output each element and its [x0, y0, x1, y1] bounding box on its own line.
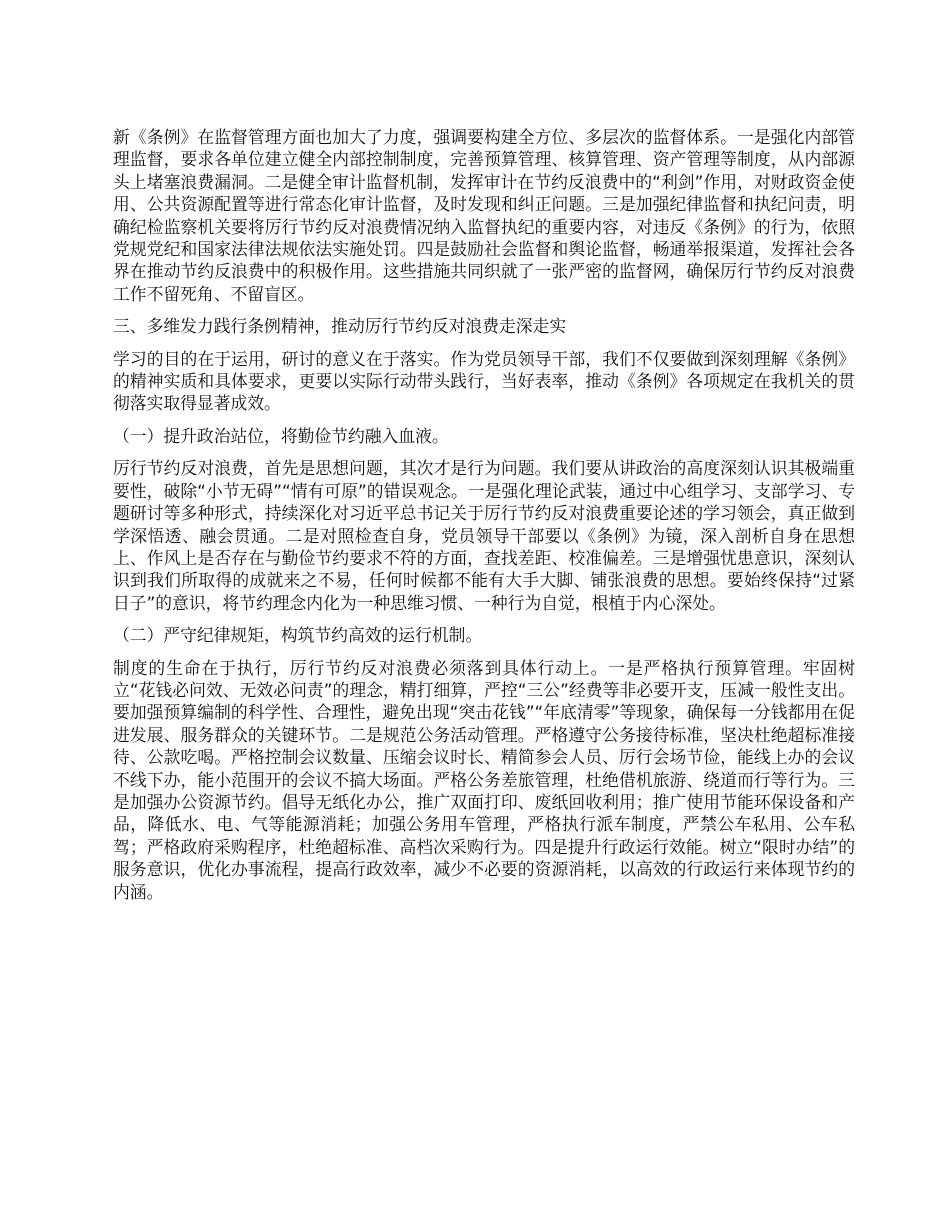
paragraph-application: 学习的目的在于运用，研讨的意义在于落实。作为党员领导干部，我们不仅要做到深刻理解《条例》的精神实质和具体要求，更要以实际行动带头践行，当好表率，推动《条例》各项规定在我机关的贯彻落实取得显著成效。	[113, 348, 855, 414]
subheading-one: （一）提升政治站位，将勤俭节约融入血液。	[113, 425, 449, 446]
document-body	[113, 126, 855, 903]
paragraph-supervision: 新《条例》在监督管理方面也加大了力度，强调要构建全方位、多层次的监督体系。一是强化内部管理监督，要求各单位建立健全内部控制制度，完善预算管理、核算管理、资产管理等制度，从内部源头上堵塞浪费漏洞。二是健全审计监督机制，发挥审计在节约反浪费中的“利剑”作用，对财政资金使用、公共资源配置等进行常态化审计监督，及时发现和纠正问题。三是加强纪律监督和执纪问责，明确纪检监察机关要将厉行节约反对浪费情况纳入监督执纪的重要内容，对违反《条例》的行为，依照党规党纪和国家法律法规依法实施处罚。四是鼓励社会监督和舆论监督，畅通举报渠道，发挥社会各界在推动节约反浪费中的积极作用。这些措施共同织就了一张严密的监督网，确保厉行节约反对浪费工作不留死角、不留盲区。	[113, 127, 855, 304]
paragraph-gap	[113, 338, 855, 348]
paragraph-political-stance: 厉行节约反对浪费，首先是思想问题，其次才是行为问题。我们要从讲政治的高度深刻认识其极端重要性，破除“小节无碍”“情有可原”的错误观念。一是强化理论武装，通过中心组学习、支部学习、专题研讨等多种形式，持续深化对习近平总书记关于厉行节约反对浪费重要论述的学习领会，真正做到学深悟透、融会贯通。二是对照检查自身，党员领导干部要以《条例》为镜，深入剖析自身在思想上、作风上是否存在与勤俭节约要求不符的方面，查找差距、校准偏差。三是增强忧患意识，深刻认识到我们所取得的成就来之不易，任何时候都不能有大手大脚、铺张浪费的思想。要始终保持“过紧日子”的意识，将节约理念内化为一种思维习惯、一种行为自觉，根植于内心深处。	[113, 458, 855, 613]
section-heading-three: 三、多维发力践行条例精神，推动厉行节约反对浪费走深走实	[113, 316, 567, 337]
subheading-two: （二）严守纪律规矩，构筑节约高效的运行机制。	[113, 625, 483, 646]
paragraph-discipline: 制度的生命在于执行，厉行节约反对浪费必须落到具体行动上。一是严格执行预算管理。牢固树立“花钱必问效、无效必问责”的理念，精打细算，严控“三公”经费等非必要开支，压减一般性支出。要加强预算编制的科学性、合理性，避免出现“突击花钱”“年底清零”等现象，确保每一分钱都用在促进发展、服务群众的关键环节。二是规范公务活动管理。严格遵守公务接待标准，坚决杜绝超标准接待、公款吃喝。严格控制会议数量、压缩会议时长、精简参会人员、厉行会场节俭，能线上办的会议不线下办，能小范围开的会议不搞大场面。严格公务差旅管理，杜绝借机旅游、绕道而行等行为。三是加强办公资源节约。倡导无纸化办公，推广双面打印、废纸回收利用；推广使用节能环保设备和产品，降低水、电、气等能源消耗；加强公务用车管理，严格执行派车制度，严禁公车私用、公车私驾；严格政府采购程序，杜绝超标准、高档次采购行为。四是提升行政运行效能。树立“限时办结”的服务意识，优化办事流程，提高行政效率，减少不必要的资源消耗，以高效的行政运行来体现节约的内涵。	[113, 657, 855, 902]
paragraph-gap	[113, 415, 855, 425]
paragraph-gap	[113, 647, 855, 657]
paragraph-gap	[113, 447, 855, 457]
paragraph-gap	[113, 305, 855, 315]
paragraph-gap	[113, 614, 855, 624]
